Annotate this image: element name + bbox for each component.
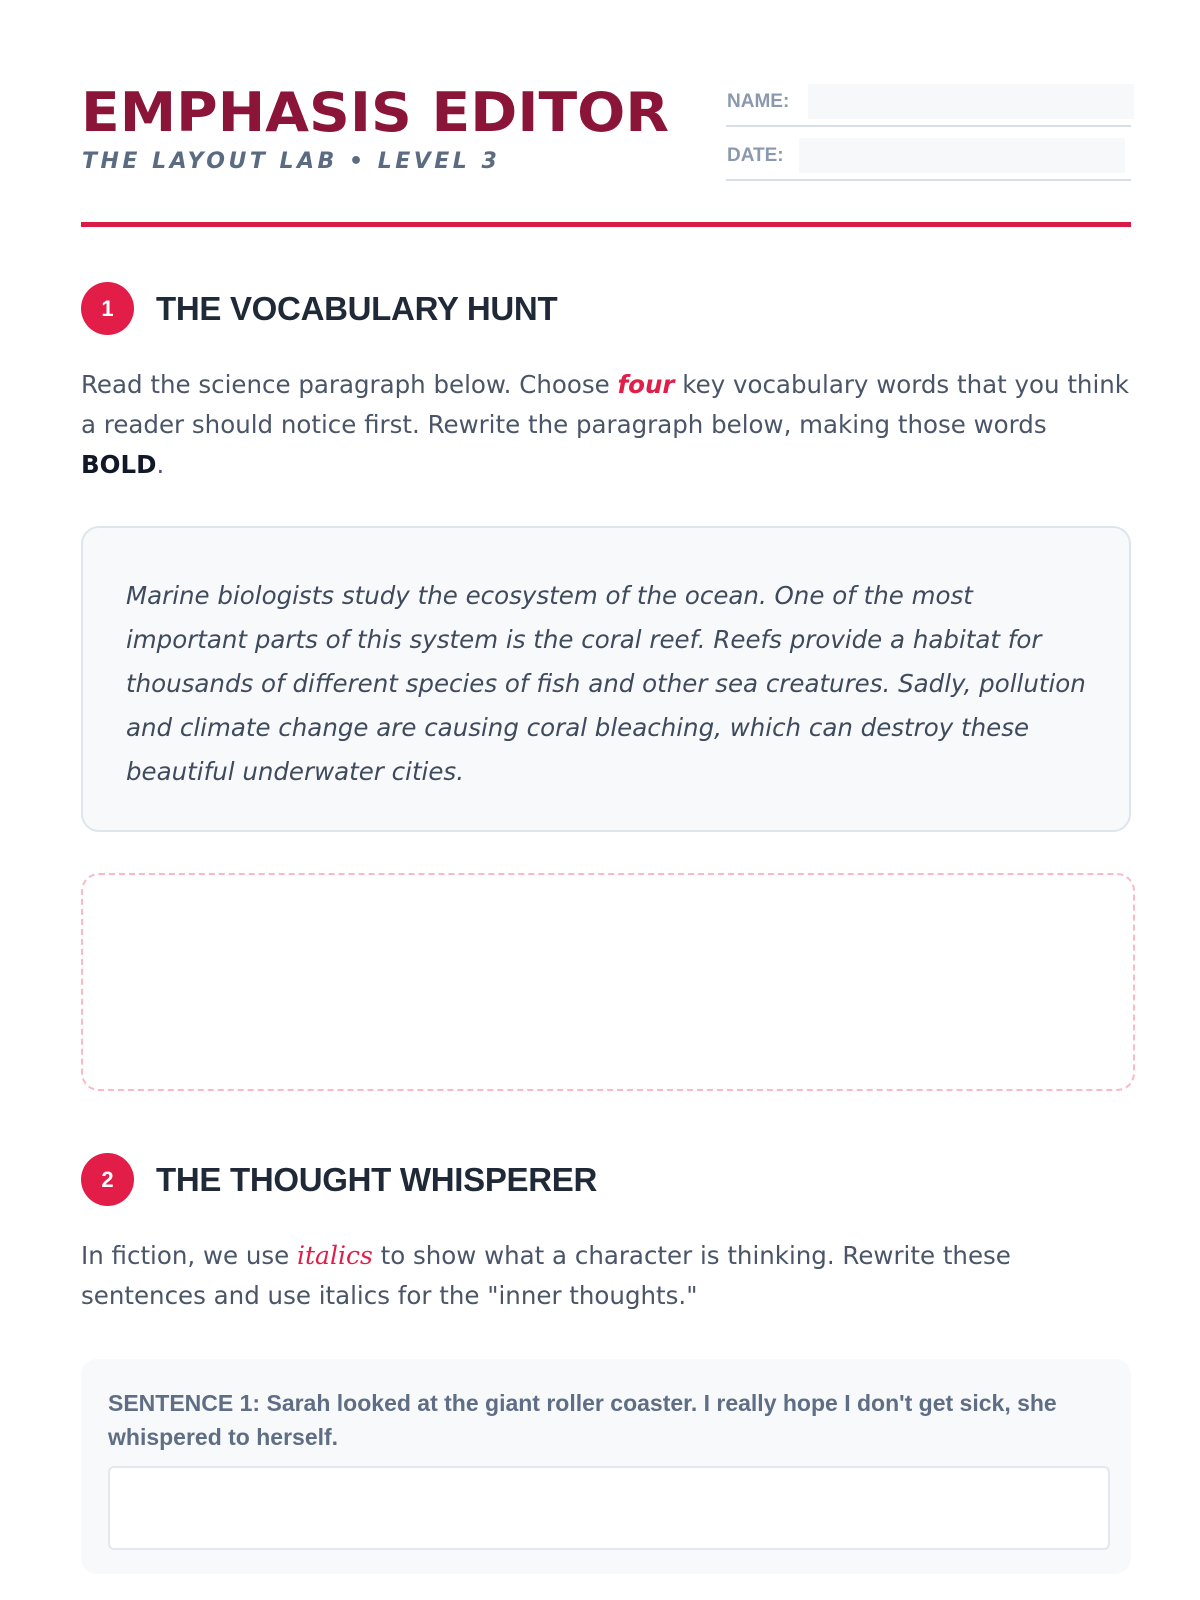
header-divider [81, 222, 1131, 227]
instr-italics-word: italics [297, 1241, 373, 1270]
worksheet-header [81, 80, 1131, 230]
instr-text: key vocabulary words that you think a reader should notice first. Rewrite the paragraph below, making those words [81, 370, 1129, 439]
section-1-number-badge: 1 [81, 282, 134, 335]
sentence-1-card [81, 1359, 1131, 1574]
instr-text: Read the science paragraph below. Choose [81, 370, 618, 399]
science-passage-box [81, 526, 1131, 832]
section-1-heading [81, 282, 1131, 336]
worksheet-subtitle: THE LAYOUT LAB • LEVEL 3 [82, 149, 501, 174]
date-field-row [726, 134, 1131, 181]
instr-text: to show what a character is thinking. Rewrite these sentences and use italics for the "inner thoughts." [81, 1241, 1011, 1310]
date-label: DATE: [727, 145, 784, 166]
worksheet-title: EMPHASIS EDITOR [81, 81, 669, 144]
section-1-instructions [81, 365, 1131, 485]
name-input[interactable] [808, 84, 1134, 119]
sentence-1-prompt: SENTENCE 1: Sarah looked at the giant roller coaster. I really hope I don't get sick, she whispered to herself. [108, 1390, 1057, 1450]
rewrite-answer-box[interactable] [81, 873, 1135, 1091]
instr-text: In fiction, we use [81, 1241, 298, 1270]
instr-bold-word: BOLD [81, 450, 157, 479]
name-label: NAME: [727, 91, 790, 112]
section-1-title: THE VOCABULARY HUNT [156, 290, 558, 327]
science-passage-text: Marine biologists study the ecosystem of the ocean. One of the most important parts of this system is the coral reef. Reefs provide a habitat for thousands of different species of fish and other sea creatures. Sadly, pollution and climate change are causing coral bleaching, which can destroy these beautiful underwater cities. [126, 581, 1086, 786]
instr-text: . [156, 450, 165, 479]
section-2-heading [81, 1153, 1131, 1207]
instr-emphasis: four [617, 370, 675, 399]
date-input[interactable] [799, 138, 1125, 173]
name-field-row [726, 80, 1131, 127]
section-2-title: THE THOUGHT WHISPERER [156, 1161, 598, 1198]
section-2-number-badge: 2 [81, 1153, 134, 1206]
section-2-instructions [81, 1236, 1131, 1316]
sentence-1-answer-input[interactable] [108, 1466, 1110, 1550]
